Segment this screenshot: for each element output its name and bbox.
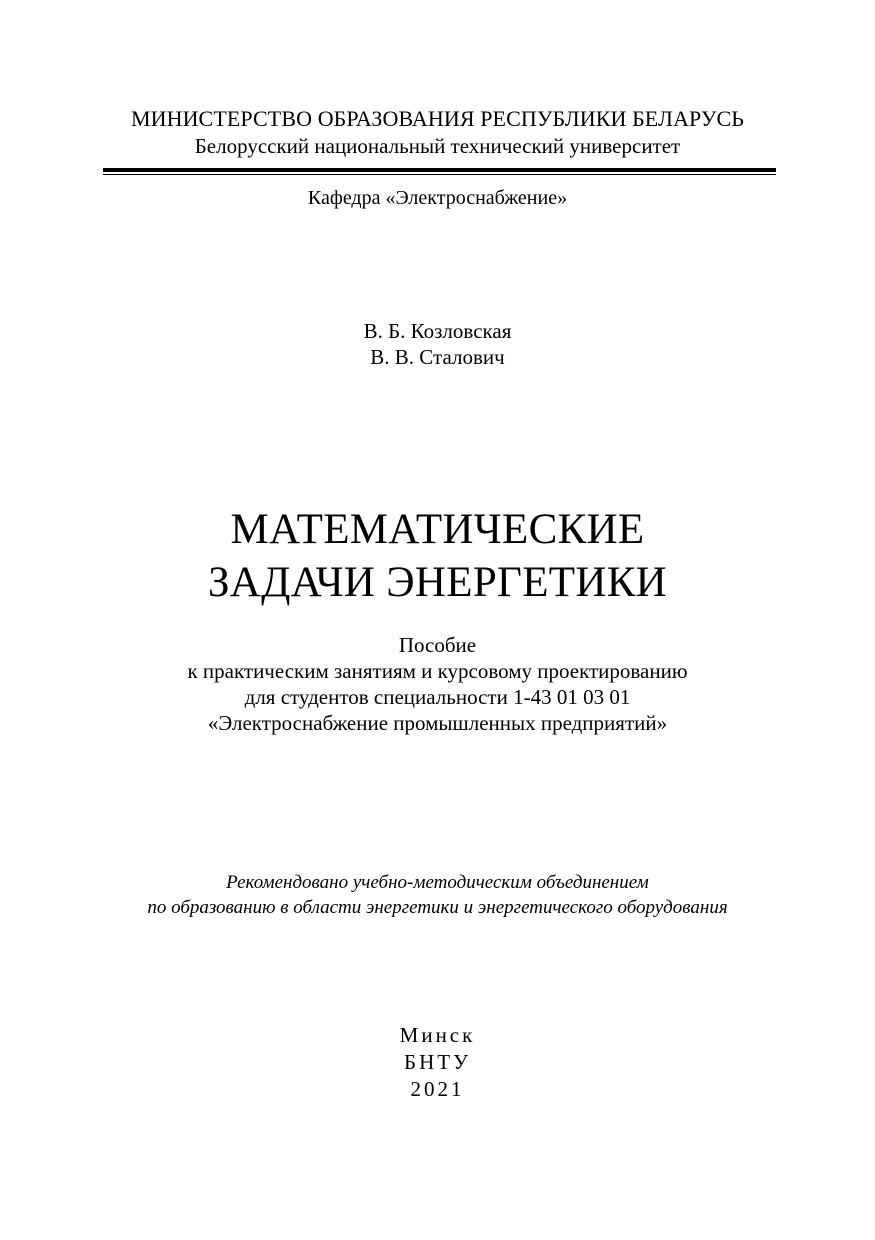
department-name: Кафедра «Электроснабжение» <box>307 187 568 209</box>
publication-type: Пособие <box>398 633 477 657</box>
description-line-4: «Электроснабжение промышленных предприятий» <box>207 711 668 735</box>
description-line-2: к практическим занятиям и курсовому проектированию <box>187 659 688 683</box>
recommendation-line-2: по образованию в области энергетики и энергетического оборудования <box>147 897 728 918</box>
header-divider-thick <box>103 168 776 172</box>
imprint-publisher: БНТУ <box>404 1050 471 1074</box>
ministry-name: МИНИСТЕРСТВО ОБРАЗОВАНИЯ РЕСПУБЛИКИ БЕЛАРУСЬ <box>130 106 745 131</box>
university-name: Белорусский национальный технический университет <box>194 134 681 158</box>
recommendation-line-1: Рекомендовано учебно-методическим объединением <box>226 872 649 893</box>
book-title-line-1: МАТЕМАТИЧЕСКИЕ <box>230 506 645 553</box>
author-1: В. Б. Козловская <box>363 319 512 343</box>
imprint-city: Минск <box>399 1023 476 1047</box>
imprint-year: 2021 <box>410 1077 465 1101</box>
header-divider-thin <box>103 174 776 175</box>
book-title-line-2: ЗАДАЧИ ЭНЕРГЕТИКИ <box>207 559 668 606</box>
description-line-3: для студентов специальности 1-43 01 03 01 <box>244 685 631 709</box>
author-2: В. В. Сталович <box>370 345 505 369</box>
